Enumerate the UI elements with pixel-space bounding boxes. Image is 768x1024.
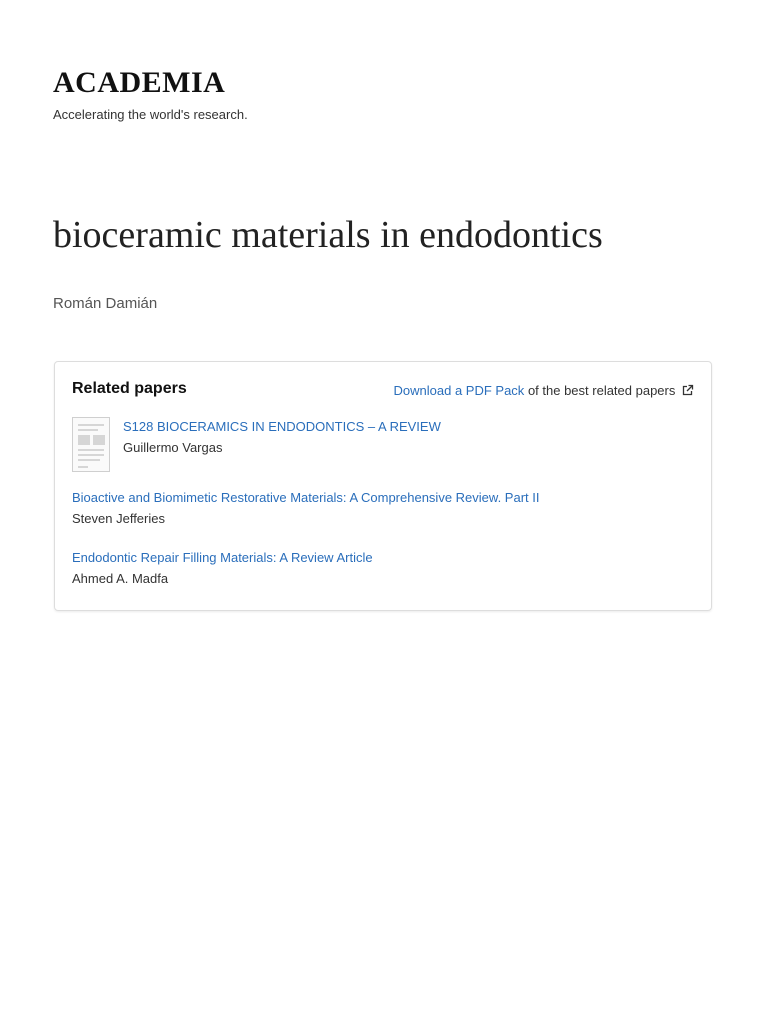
paper-thumbnail[interactable]	[72, 417, 110, 472]
related-paper-title-link[interactable]: Bioactive and Biomimetic Restorative Materials: A Comprehensive Review. Part II	[72, 490, 540, 505]
tagline: Accelerating the world's research.	[53, 107, 248, 122]
academia-logo[interactable]: ACADEMIA	[53, 66, 226, 99]
download-pdf-pack-line	[394, 383, 694, 400]
related-paper-author: Ahmed A. Madfa	[72, 571, 169, 586]
download-suffix-text: of the best related papers	[527, 383, 676, 398]
document-title: bioceramic materials in endodontics	[53, 214, 603, 256]
related-paper-author: Guillermo Vargas	[123, 440, 223, 455]
related-paper-author: Steven Jefferies	[72, 511, 165, 526]
related-paper-title-link[interactable]: S128 BIOCERAMICS IN ENDODONTICS – A REVIEW	[123, 419, 441, 434]
document-author: Román Damián	[53, 295, 158, 312]
download-pdf-pack-link[interactable]: Download a PDF Pack	[393, 383, 525, 398]
related-paper-title-link[interactable]: Endodontic Repair Filling Materials: A Review Article	[72, 550, 373, 565]
related-paper-item	[72, 550, 373, 586]
related-paper-item	[72, 490, 539, 526]
related-papers-heading: Related papers	[72, 380, 187, 397]
external-link-icon[interactable]	[681, 384, 694, 400]
related-paper-item	[123, 419, 441, 455]
related-papers-panel	[54, 361, 712, 611]
